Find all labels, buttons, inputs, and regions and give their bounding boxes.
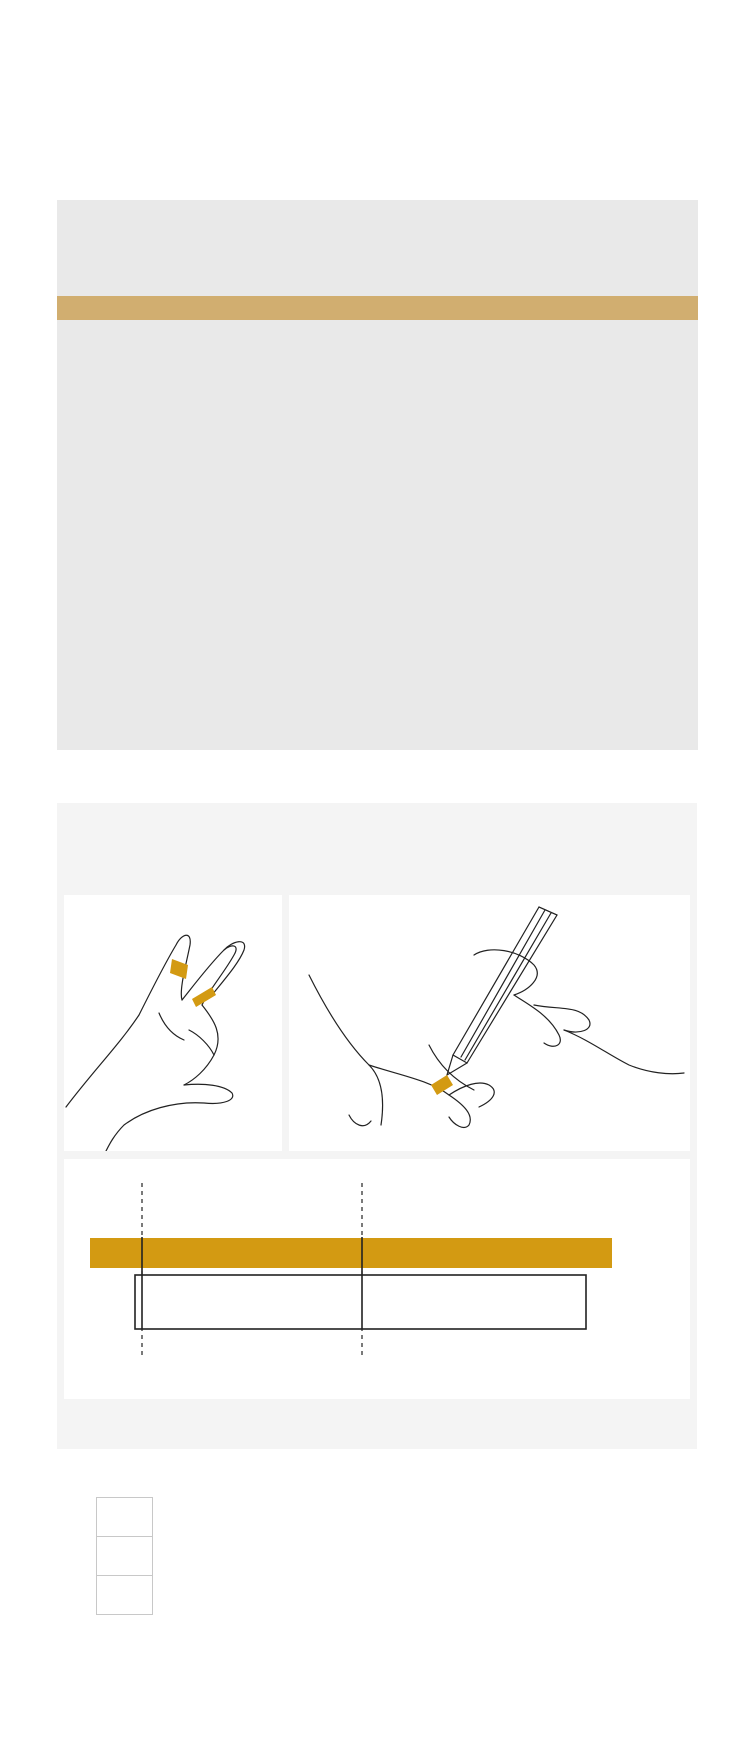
- ruler: [135, 1275, 586, 1329]
- ring-wrap-mark-1: [170, 959, 188, 979]
- ring-wrap-mark-2: [192, 987, 216, 1007]
- guide-intro: [57, 200, 698, 212]
- step3-panel: [64, 1159, 690, 1399]
- row-header-size: [97, 1498, 153, 1537]
- guide-table-header: [57, 296, 698, 320]
- paper-strip: [90, 1238, 612, 1268]
- step1-panel: [64, 895, 282, 1151]
- ruler-illustration: [64, 1159, 690, 1399]
- row-header-circumference: [97, 1576, 153, 1615]
- pencil-mark: [431, 1075, 453, 1095]
- ring-size-table: [96, 1497, 153, 1615]
- diameter-row: [97, 1537, 153, 1576]
- hand-ring-illustration: [64, 895, 282, 1151]
- circumference-row: [97, 1576, 153, 1615]
- hand-pencil-illustration: [289, 895, 690, 1151]
- size-guide-section: [57, 200, 698, 750]
- measure-lead: [57, 803, 697, 828]
- size-row: [97, 1498, 153, 1537]
- step2-panel: [289, 895, 690, 1151]
- row-header-diameter: [97, 1537, 153, 1576]
- measure-section: [57, 803, 697, 1449]
